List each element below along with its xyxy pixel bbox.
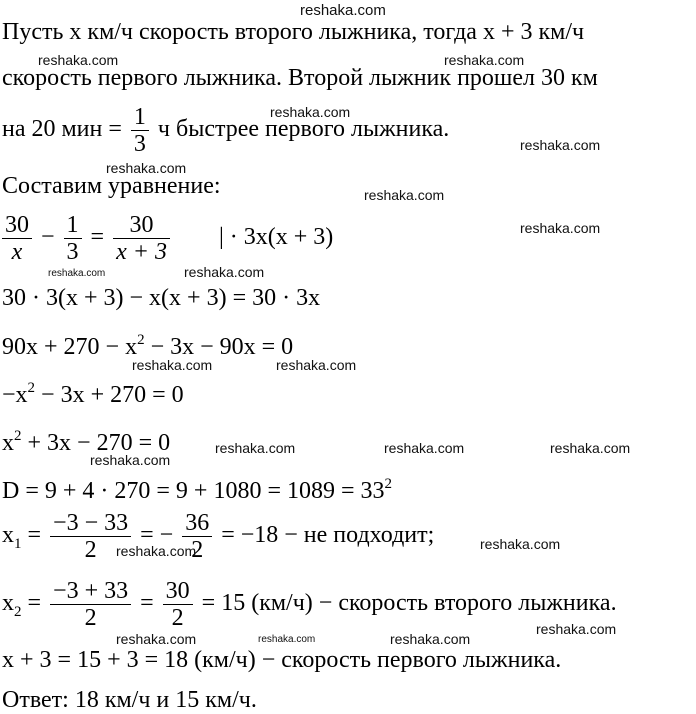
watermark: reshaka.com [106,160,187,176]
root-x1-line: $x_1$ = $\frac{-3 - 33}{2}$ = − $\frac{36}{2}$ = −18 − не подходит; [2,510,435,563]
watermark: reshaka.com [390,631,471,647]
discriminant-line: $D = 9 + 4 \cdot 270 = 9 + 1080 = 1089 = 33^2$ [2,476,393,504]
watermark: reshaka.com [480,536,561,552]
watermark: reshaka.com [38,52,119,68]
equation-2: 30 · 3(x + 3) − x(x + 3) = 30 · 3x [2,285,321,311]
watermark: reshaka.com [444,52,525,68]
first-skier-speed-line: x + 3 = 15 + 3 = 18 (км/ч) − скорость первого лыжника. [2,647,562,673]
problem-line-3: на 20 мин = $\frac{1}{3}$ ч быстрее первого лыжника. [2,104,450,157]
equation-3: $90x + 270 - x^2 - 3x - 90x = 0$ [2,332,294,360]
watermark: reshaka.com [132,357,213,373]
watermark: reshaka.com [258,634,316,645]
watermark: reshaka.com [520,220,601,236]
watermark: reshaka.com [520,137,601,153]
answer-line: Ответ: 18 км/ч и 15 км/ч. [2,687,257,713]
watermark: reshaka.com [536,621,617,637]
watermark: reshaka.com [384,440,465,456]
problem-line-2: скорость первого лыжника. Второй лыжник прошел 30 км [2,65,598,91]
watermark: reshaka.com [276,357,357,373]
equation-1: $\frac{30}{x}$ − $\frac{1}{3}$ = $\frac{30}{x + 3}$ | · 3x(x + 3) [2,212,333,265]
problem-line-1: Пусть x км/ч скорость второго лыжника, тогда x + 3 км/ч [2,19,585,45]
watermark: reshaka.com [550,440,631,456]
watermark: reshaka.com [270,104,351,120]
watermark: reshaka.com [48,268,106,279]
watermark: reshaka.com [90,452,171,468]
compose-equation-heading: Составим уравнение: [2,173,221,199]
watermark: reshaka.com [184,264,265,280]
watermark: reshaka.com [116,631,197,647]
watermark: reshaka.com [116,543,197,559]
watermark: reshaka.com [300,2,386,19]
watermark: reshaka.com [364,187,445,203]
watermark: reshaka.com [215,440,296,456]
equation-4: $-x^2 - 3x + 270 = 0$ [2,380,184,408]
equation-5: $x^2 + 3x - 270 = 0$ [2,428,171,456]
root-x2-line: $x_2$ = $\frac{-3 + 33}{2}$ = $\frac{30}{2}$ = 15 (км/ч) − скорость второго лыжника. [2,578,617,631]
fraction-one-third: $\frac{1}{3}$ [131,104,149,157]
